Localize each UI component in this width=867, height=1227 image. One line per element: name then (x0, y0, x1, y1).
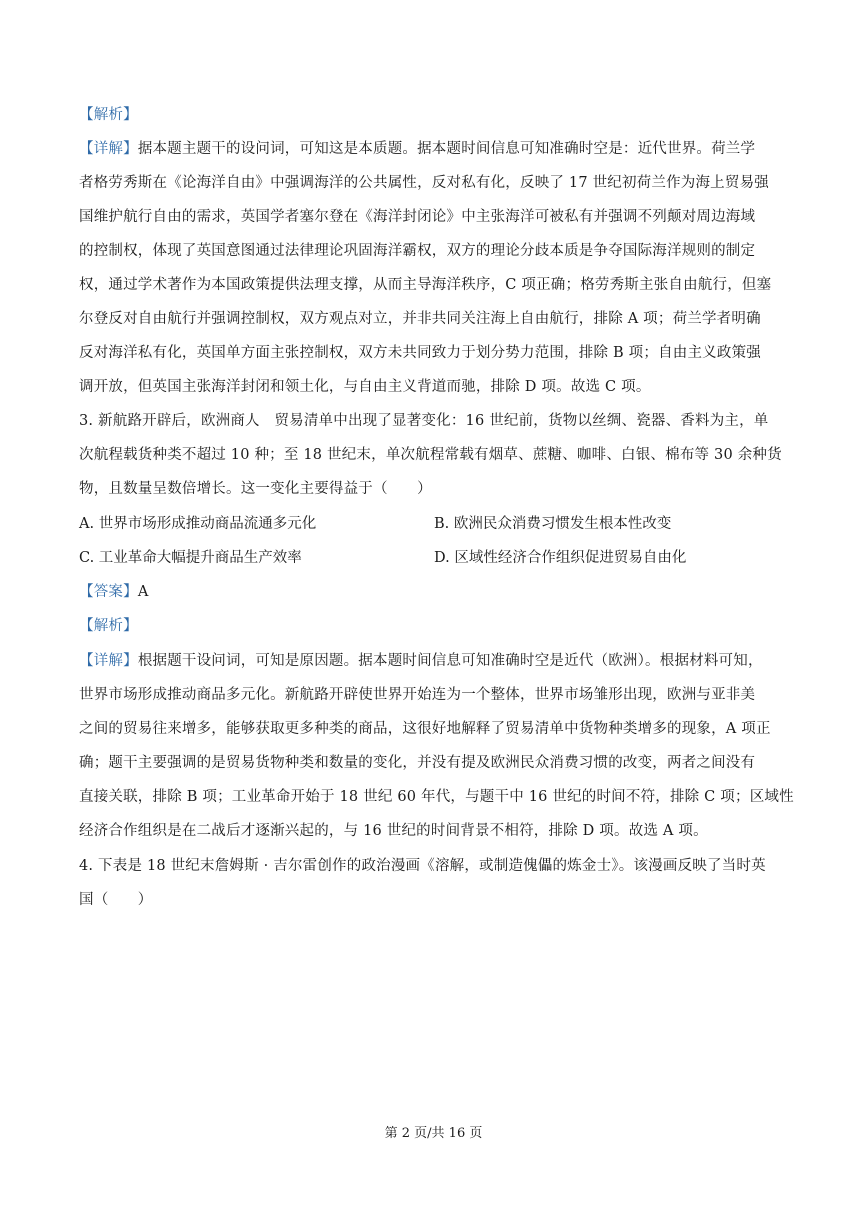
q3-detail-line: 经济合作组织是在二战后才逐渐兴起的，与 16 世纪的时间背景不相符，排除 D 项。故选 A 项。 (79, 823, 708, 839)
q4-stem-line: 4. 下表是 18 世纪末詹姆斯 · 吉尔雷创作的政治漫画《溶解，或制造傀儡的炼金士》。该漫画反映了当时英 (79, 858, 766, 874)
q2-detail-line (79, 139, 755, 159)
q3-detail-line: 确；题干主要强调的是贸易货物种类和数量的变化，并没有提及欧洲民众消费习惯的改变，两者之间没有 (79, 755, 756, 771)
q3-detail-line: 世界市场形成推动商品多元化。新航路开辟使世界开始连为一个整体，世界市场雏形出现，欧洲与亚非美 (79, 687, 756, 703)
q2-detail-line: 国维护航行自由的需求，英国学者塞尔登在《海洋封闭论》中主张海洋可被私有并强调不列颠对周边海域 (79, 209, 756, 225)
q3-detail-line: 之间的贸易往来增多，能够获取更多种类的商品，这很好地解释了贸易清单中货物种类增多的现象，A 项正 (79, 721, 771, 737)
q3-analysis-label: 【解析】 (79, 618, 138, 634)
q2-detail-line: 调开放，但英国主张海洋封闭和领土化，与自由主义背道而驰，排除 D 项。故选 C 项。 (79, 379, 651, 395)
q2-detail-line: 权，通过学术著作为本国政策提供法理支撑，从而主导海洋秩序，C 项正确；格劳秀斯主张自由航行，但塞 (79, 277, 772, 293)
q3-detail-text: 根据题干设问词，可知是原因题。据本题时间信息可知准确时空是近代（欧洲）。根据材料可知， (137, 653, 763, 669)
answer-value: A (137, 584, 149, 600)
q3-answer (79, 582, 148, 602)
q3-detail-line (79, 651, 763, 671)
q3-option-c: C. 工业革命大幅提升商品生产效率 (79, 550, 302, 566)
answer-tag: 【答案】 (79, 584, 138, 600)
q2-detail-line: 反对海洋私有化，英国单方面主张控制权，双方未共同致力于划分势力范围，排除 B 项；自由主义政策强 (79, 345, 761, 361)
q4-stem-line: 国（ ） (79, 892, 153, 908)
detail-tag: 【详解】 (79, 141, 138, 157)
q2-detail-text: 据本题主题干的设问词，可知这是本质题。据本题时间信息可知准确时空是：近代世界。荷兰学 (137, 141, 756, 157)
q2-detail-line: 者格劳秀斯在《论海洋自由》中强调海洋的公共属性，反对私有化，反映了 17 世纪初荷兰作为海上贸易强 (79, 175, 769, 191)
q3-option-b: B. 欧洲民众消费习惯发生根本性改变 (434, 516, 672, 532)
q3-stem-line: 次航程载货种类不超过 10 种；至 18 世纪末，单次航程常载有烟草、蔗糖、咖啡、白银、棉布等 30 余种货 (79, 447, 782, 463)
analysis-label: 【解析】 (79, 107, 138, 123)
page-footer: 第 2 页/共 16 页 (384, 1126, 483, 1141)
q3-detail-line: 直接关联，排除 B 项；工业革命开始于 18 世纪 60 年代，与题干中 16 世纪的时间不符，排除 C 项；区域性 (79, 789, 794, 805)
q3-option-d: D. 区域性经济合作组织促进贸易自由化 (434, 550, 687, 566)
q2-detail-line: 的控制权，体现了英国意图通过法律理论巩固海洋霸权，双方的理论分歧本质是争夺国际海洋规则的制定 (79, 243, 756, 259)
detail-tag: 【详解】 (79, 653, 138, 669)
q3-stem-line: 物，且数量呈数倍增长。这一变化主要得益于（ ） (79, 481, 432, 497)
q3-stem-line: 3. 新航路开辟后，欧洲商人 贸易清单中出现了显著变化：16 世纪前，货物以丝绸、瓷器、香料为主，单 (79, 413, 769, 429)
q2-detail-line: 尔登反对自由航行并强调控制权，双方观点对立，并非共同关注海上自由航行，排除 A 项；荷兰学者明确 (79, 311, 761, 327)
q3-option-a: A. 世界市场形成推动商品流通多元化 (79, 516, 317, 532)
